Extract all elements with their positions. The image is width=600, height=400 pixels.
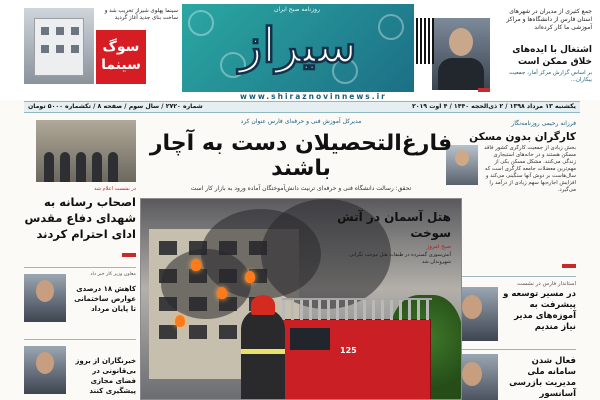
main-headline[interactable]: فارغ‌التحصیلان دست به آچار باشند bbox=[149, 131, 453, 181]
right-card-1[interactable] bbox=[446, 287, 576, 345]
right-teaser-text: جمع کثیری از مدیران در شهرهای استان فارس از دانشگاه‌ها و مراکز آموزشی ما کار کرده‌اند bbox=[506, 8, 592, 31]
left-card1-title[interactable]: کاهش ۱۸ درصدی عوارض ساختمانی تا پایان مرداد bbox=[74, 285, 136, 313]
left-card-2[interactable] bbox=[24, 339, 136, 400]
right-teaser-headline[interactable]: اشتغال با ایده‌های خلاق ممکن است bbox=[512, 45, 592, 67]
left-column bbox=[24, 116, 136, 400]
right-card1-kicker: استاندار فارس در نشست bbox=[517, 281, 576, 287]
newspaper-logo[interactable] bbox=[182, 4, 414, 92]
left-card-1[interactable] bbox=[24, 267, 136, 333]
qr-code-icon[interactable] bbox=[416, 18, 434, 64]
cinema-photo bbox=[24, 8, 94, 84]
right-kicker: فرزانه رحیمی روزنامه‌نگار bbox=[511, 120, 576, 127]
official-portrait bbox=[432, 18, 490, 90]
firefighter bbox=[241, 309, 285, 400]
main-subhead: تحقق: رسالت دانشگاه فنی و حرفه‌ای تربیت دانش‌آموختگان آماده ورود به بازار کار است bbox=[190, 185, 412, 192]
photo-title[interactable]: هتل آسمان در آتش سوخت bbox=[337, 210, 451, 240]
issue-date: یکشنبه ۱۳ مرداد ۱۳۹۸ / ۲ ذی‌الحجه ۱۴۴۰ / ۴ اوت ۲۰۱۹ bbox=[411, 103, 576, 110]
right-teaser-more: بر اساس گزارش مرکز آمار، جمعیت بیکاران... bbox=[509, 70, 592, 83]
deputy-photo bbox=[24, 274, 66, 322]
right-card-2[interactable] bbox=[446, 354, 576, 400]
logo-name: سیراز bbox=[239, 18, 357, 74]
masthead bbox=[0, 0, 600, 100]
fire-truck: 125 bbox=[281, 319, 431, 400]
left-title[interactable]: اصحاب رسانه به شهدای دفاع مقدس ادای احترام کردند bbox=[24, 195, 136, 241]
center-column bbox=[140, 116, 462, 400]
photo-kicker: صبح امروز bbox=[426, 244, 451, 250]
photo-caption bbox=[331, 209, 451, 265]
red-tag-icon bbox=[122, 253, 136, 257]
left-teaser-text: سینما پهلوی شیراز تخریب شد و ساخت بنای جدید آغاز گردید bbox=[104, 8, 178, 21]
logo-slogan: روزنامه صبح ایران bbox=[274, 6, 320, 13]
red-tag-icon bbox=[562, 264, 576, 268]
left-kicker: در نشست اعلام شد bbox=[94, 186, 136, 192]
helmet-icon bbox=[251, 295, 275, 315]
official-photo bbox=[24, 346, 66, 394]
left-card1-kicker: معاون وزیر کار خبر داد bbox=[90, 272, 136, 277]
right-card1-title[interactable]: در مسیر توسعه و پیشرفت به آموزه‌های مدیر نیاز مندیم bbox=[503, 289, 576, 332]
date-bar bbox=[24, 101, 580, 113]
fire-photo[interactable] bbox=[140, 198, 462, 400]
left-teaser[interactable] bbox=[24, 8, 178, 90]
ceremony-photo bbox=[36, 120, 136, 182]
issue-info: شماره ۲۷۲۰ / سال سوم / صفحه ۸ / تکشماره ۵۰۰۰ تومان bbox=[28, 103, 203, 110]
red-tag-icon bbox=[478, 88, 490, 92]
website-link[interactable]: www.shiraznovinnews.ir bbox=[240, 92, 387, 101]
right-title[interactable]: کارگران بدون مسکن bbox=[469, 131, 576, 143]
cinema-badge[interactable]: سوگ سینما bbox=[96, 30, 146, 84]
right-column bbox=[446, 116, 576, 400]
right-teaser[interactable] bbox=[432, 8, 592, 90]
photo-summary: آتش‌سوزی گسترده در طبقات هتل موجب نگرانی شهروندان شد bbox=[349, 252, 451, 265]
right-card2-title[interactable]: فعال شدن سامانه ملی مدیریت بازرسی آسانسور bbox=[509, 356, 576, 399]
main-superhead: مدیرکل آموزش فنی و حرفه‌ای فارس عنوان کرد bbox=[240, 118, 362, 125]
left-card2-title[interactable]: خبرنگاران از بروز بی‌قانونی در فضای مجازی پیشگیری کنند bbox=[75, 357, 136, 395]
right-body: بخش زیادی از جمعیت کارگری کشور فاقد مسکن هستند و در خانه‌های استیجاری زندگی می‌کنند. مشکل مسکن یکی از مهم‌ترین معضلات جامعه کارگری است که سال‌هاست بر دوش آنها سنگینی می‌کند و افزایش اجاره‌بها سهم زیادی از درآمد را می‌گیرد. bbox=[446, 145, 576, 253]
